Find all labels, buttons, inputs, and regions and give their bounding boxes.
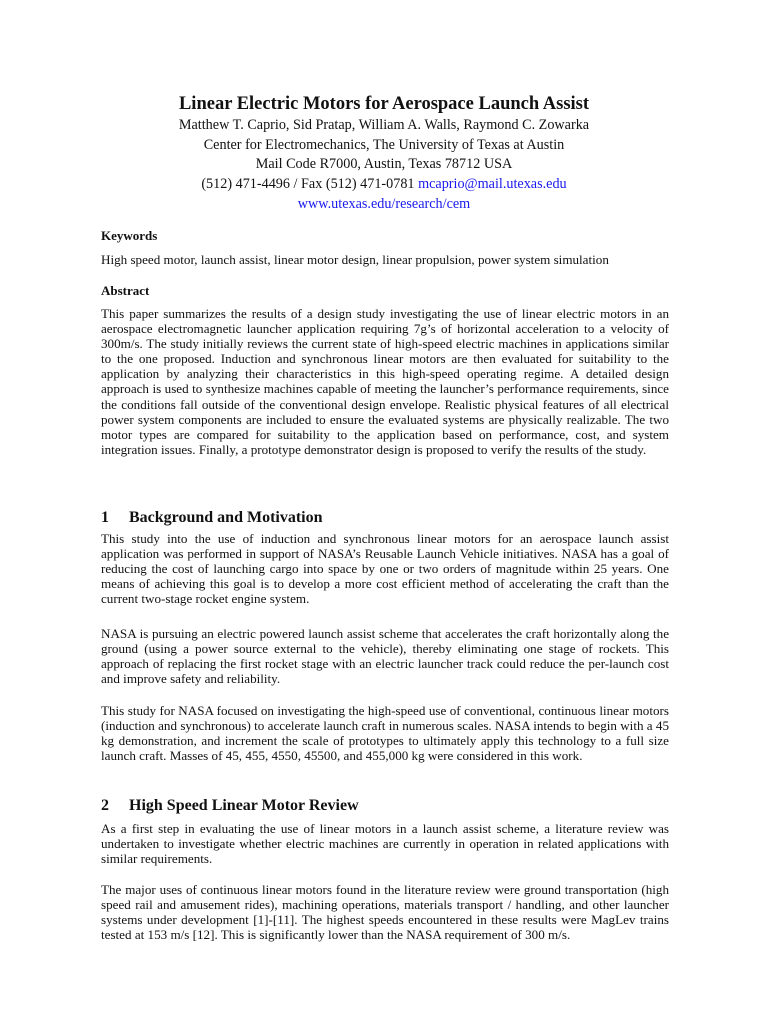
email-link[interactable]: mcaprio@mail.utexas.edu xyxy=(418,176,567,193)
author-list: Matthew T. Caprio, Sid Pratap, William A. Walls, Raymond C. Zowarka xyxy=(178,117,590,133)
section-heading-2 xyxy=(101,797,359,815)
paper-title: Linear Electric Motors for Aerospace Launch Assist xyxy=(178,94,590,114)
affiliation: Center for Electromechanics, The University of Texas at Austin xyxy=(203,136,565,153)
keywords-heading: Keywords xyxy=(101,228,158,243)
section-number: 1 xyxy=(101,509,109,526)
keywords-text: High speed motor, launch assist, linear motor design, linear propulsion, power system simulation xyxy=(101,252,609,267)
section-heading-1 xyxy=(101,509,323,527)
section1-paragraph: This study for NASA focused on investigating the high-speed use of conventional, continuous linear motors (induction and synchronous) to accelerate launch craft in numerous scales. NASA intends to begin with a 45 kg demonstration, and increment the scale of prototypes to ultimately apply this technology to a full size launch craft. Masses of 45, 455, 4550, 45500, and 455,000 kg were considered in this work. xyxy=(101,703,669,764)
section2-paragraph: The major uses of continuous linear motors found in the literature review were ground transportation (high speed rail and amusement rides), machining operations, materials transport / handling, and other launcher systems under development [1]-[11]. The highest speeds encountered in these results were MagLev trains tested at 153 m/s [12]. This is significantly lower than the NASA requirement of 300 m/s. xyxy=(101,882,669,943)
contact-line xyxy=(0,175,768,195)
section2-paragraph: As a first step in evaluating the use of linear motors in a launch assist scheme, a literature review was undertaken to investigate whether electric machines are currently in operation in related applications with similar requirements. xyxy=(101,821,669,867)
section-number: 2 xyxy=(101,797,109,814)
phone-fax: (512) 471-4496 / Fax (512) 471-0781 xyxy=(201,176,419,193)
website-link[interactable]: www.utexas.edu/research/cem xyxy=(297,195,471,212)
section-title: High Speed Linear Motor Review xyxy=(129,797,359,814)
abstract-heading: Abstract xyxy=(101,283,150,298)
mailing-address: Mail Code R7000, Austin, Texas 78712 USA xyxy=(255,156,513,173)
section-title: Background and Motivation xyxy=(129,509,323,526)
author-block xyxy=(0,116,768,215)
section1-paragraph: NASA is pursuing an electric powered launch assist scheme that accelerates the craft horizontally along the ground (using a power source external to the vehicle), thereby eliminating one stage of rockets. This approach of replacing the first rocket stage with an electric launcher track could reduce the per-launch cost and improve safety and reliability. xyxy=(101,626,669,687)
abstract-text: This paper summarizes the results of a design study investigating the use of linear electric motors in an aerospace electromagnetic launcher application requiring 7g’s of horizontal acceleration to a velocity of 300m/s. The study initially reviews the current state of high-speed electric machines in applications similar to the one proposed. Induction and synchronous linear motors are then evaluated for suitability to the application by analyzing their characteristics in this high-speed operating regime. A detailed design approach is used to synthesize machines capable of meeting the launcher’s performance requirements, since the conditions fall outside of the conventional design envelope. Realistic physical features of all electrical power system components are included to ensure the evaluated systems are physically realizable. The two motor types are compared for suitability to the application based on performance, cost, and system integration issues. Finally, a prototype demonstrator design is proposed to verify the results of the study. xyxy=(101,306,669,457)
section1-paragraph: This study into the use of induction and synchronous linear motors for an aerospace launch assist application was performed in support of NASA’s Reusable Launch Vehicle initiatives. NASA has a goal of reducing the cost of launching cargo into space by one or two orders of magnitude within 25 years. One means of achieving this goal is to develop a more cost efficient method of accelerating the craft than the current two-stage rocket engine system. xyxy=(101,531,669,607)
